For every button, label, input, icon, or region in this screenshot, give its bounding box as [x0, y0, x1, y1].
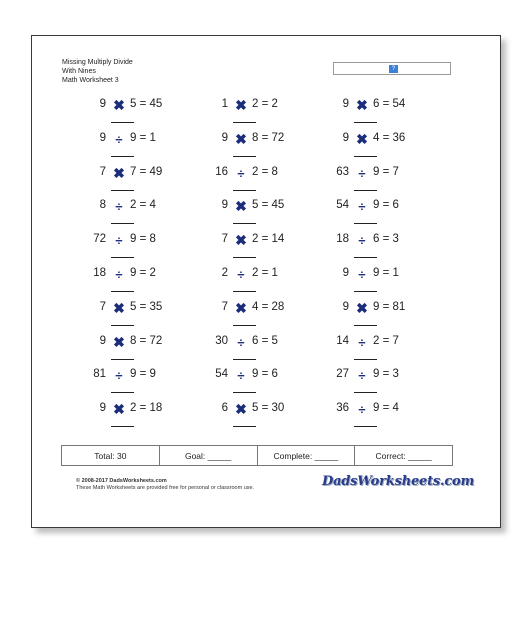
problem-equation	[176, 98, 306, 114]
divide-icon: ÷	[237, 368, 245, 384]
dadsworksheets-logo: DadsWorksheets.com	[322, 474, 475, 489]
divide-icon: ÷	[237, 334, 245, 350]
problem-operand: 9	[99, 98, 106, 110]
multiply-icon: ✖	[113, 401, 125, 418]
problem-result: 2 = 7	[373, 334, 399, 347]
score-table	[61, 445, 453, 466]
problem-item	[54, 368, 184, 402]
problem-item	[297, 335, 427, 369]
correct-cell: Correct: _____	[354, 446, 452, 465]
problem-item	[297, 402, 427, 436]
problem-operand: 9	[342, 131, 349, 144]
answer-blank[interactable]	[233, 426, 256, 427]
divide-icon: ÷	[358, 165, 366, 181]
multiply-icon: ✖	[235, 299, 247, 316]
problem-equation	[297, 368, 427, 384]
problem-operand: 27	[336, 368, 349, 381]
answer-blank[interactable]	[233, 190, 256, 191]
answer-blank[interactable]	[233, 325, 256, 326]
problem-operand: 2	[221, 267, 228, 279]
problem-equation	[176, 132, 306, 148]
problem-operand: 9	[221, 131, 228, 144]
divide-icon: ÷	[115, 131, 123, 147]
problem-item	[176, 98, 306, 132]
answer-blank[interactable]	[354, 392, 377, 393]
divide-icon: ÷	[358, 368, 366, 384]
answer-blank[interactable]	[233, 122, 256, 123]
problem-item	[297, 233, 427, 267]
problem-result: 9 = 6	[373, 199, 399, 212]
problem-operand: 16	[215, 165, 228, 178]
problem-equation	[297, 402, 427, 418]
usage-note: These Math Worksheets are provided free for personal or classroom use.	[76, 485, 255, 491]
answer-blank[interactable]	[233, 291, 256, 292]
problem-equation	[54, 267, 184, 283]
answer-blank[interactable]	[111, 223, 134, 224]
problem-result: 9 = 7	[373, 165, 399, 178]
problem-result: 2 = 8	[252, 165, 278, 178]
problem-result: 8 = 72	[130, 334, 163, 347]
total-cell: Total: 30	[94, 450, 127, 461]
divide-icon: ÷	[115, 368, 123, 384]
problem-result: 9 = 1	[130, 131, 156, 144]
answer-blank[interactable]	[354, 257, 377, 258]
answer-blank[interactable]	[233, 156, 256, 157]
problem-operand: 36	[336, 402, 349, 415]
answer-blank[interactable]	[233, 223, 256, 224]
problem-item	[297, 132, 427, 166]
multiply-icon: ✖	[113, 299, 125, 316]
worksheet-header	[62, 58, 133, 85]
answer-blank[interactable]	[111, 392, 134, 393]
problem-equation	[54, 166, 184, 182]
problem-operand: 1	[221, 98, 228, 110]
answer-blank[interactable]	[354, 156, 377, 157]
problem-item	[297, 368, 427, 402]
problem-equation	[54, 335, 184, 351]
divide-icon: ÷	[115, 233, 123, 249]
problem-operand: 9	[99, 131, 106, 144]
divide-icon: ÷	[358, 233, 366, 249]
problem-item	[54, 402, 184, 436]
problem-operand: 72	[93, 233, 106, 246]
problem-item	[176, 402, 306, 436]
problem-item	[297, 166, 427, 200]
problem-equation	[54, 233, 184, 249]
problem-result: 8 = 72	[252, 131, 285, 144]
problem-result: 5 = 45	[252, 199, 285, 212]
problem-operand: 18	[336, 233, 349, 246]
problem-item	[176, 267, 306, 301]
problem-item	[176, 132, 306, 166]
answer-blank[interactable]	[111, 190, 134, 191]
multiply-icon: ✖	[113, 333, 125, 350]
answer-blank[interactable]	[111, 325, 134, 326]
problem-result: 9 = 6	[252, 368, 278, 381]
divide-icon: ÷	[237, 267, 245, 282]
worksheet-number: Math Worksheet 3	[62, 77, 119, 84]
problem-equation	[54, 98, 184, 114]
problem-equation	[297, 233, 427, 249]
problem-equation	[176, 402, 306, 418]
problem-result: 9 = 3	[373, 368, 399, 381]
problem-operand: 30	[215, 334, 228, 347]
problem-item	[54, 335, 184, 369]
multiply-icon: ✖	[356, 97, 368, 113]
problem-equation	[297, 166, 427, 182]
problem-result: 2 = 4	[130, 199, 156, 212]
problem-operand: 9	[99, 334, 106, 347]
problem-result: 9 = 9	[130, 368, 156, 381]
problem-result: 9 = 8	[130, 233, 156, 246]
copyright-line: © 2008-2017 DadsWorksheets.com	[76, 478, 167, 484]
answer-blank[interactable]	[111, 122, 134, 123]
problem-item	[297, 98, 427, 132]
problem-item	[176, 199, 306, 233]
answer-blank[interactable]	[354, 426, 377, 427]
answer-blank[interactable]	[111, 156, 134, 157]
problem-equation	[54, 402, 184, 418]
divide-icon: ÷	[237, 165, 245, 181]
problem-equation	[176, 233, 306, 249]
multiply-icon: ✖	[235, 232, 247, 249]
problem-operand: 54	[215, 368, 228, 381]
divide-icon: ÷	[358, 267, 366, 282]
problem-item	[176, 301, 306, 335]
answer-blank[interactable]	[354, 223, 377, 224]
problem-result: 2 = 2	[252, 98, 278, 110]
problem-operand: 7	[99, 300, 106, 313]
problem-operand: 18	[93, 267, 106, 279]
answer-blank[interactable]	[354, 359, 377, 360]
multiply-icon: ✖	[113, 97, 125, 113]
divide-icon: ÷	[115, 199, 123, 215]
answer-blank[interactable]	[354, 291, 377, 292]
problem-result: 2 = 14	[252, 233, 285, 246]
problem-item	[54, 199, 184, 233]
answer-blank[interactable]	[111, 359, 134, 360]
problem-item	[297, 301, 427, 335]
multiply-icon: ✖	[113, 164, 125, 181]
problem-equation	[297, 335, 427, 351]
goal-cell: Goal: _____	[159, 446, 257, 465]
problem-operand: 54	[336, 199, 349, 212]
problem-equation	[297, 132, 427, 148]
problem-result: 4 = 36	[373, 131, 406, 144]
problem-operand: 9	[99, 402, 106, 415]
problem-operand: 7	[221, 233, 228, 246]
problem-result: 9 = 1	[373, 267, 399, 279]
problem-operand: 14	[336, 334, 349, 347]
qr-code-icon: ?	[389, 65, 398, 73]
problem-operand: 7	[99, 165, 106, 178]
divide-icon: ÷	[115, 267, 123, 282]
multiply-icon: ✖	[356, 130, 368, 147]
problem-operand: 8	[99, 199, 106, 212]
complete-cell: Complete: _____	[257, 446, 355, 465]
problem-equation	[54, 368, 184, 384]
problem-operand: 6	[221, 402, 228, 415]
problem-equation	[297, 199, 427, 215]
problem-item	[54, 132, 184, 166]
problem-result: 6 = 54	[373, 98, 406, 110]
copyright-notice	[76, 478, 254, 492]
problem-operand: 9	[342, 267, 349, 279]
problem-result: 5 = 30	[252, 402, 285, 415]
problem-equation	[176, 267, 306, 283]
problem-item	[176, 233, 306, 267]
problem-equation	[297, 98, 427, 114]
problem-item	[176, 368, 306, 402]
problem-operand: 9	[342, 98, 349, 110]
multiply-icon: ✖	[235, 130, 247, 147]
problem-item	[54, 301, 184, 335]
problem-item	[297, 199, 427, 233]
problem-operand: 9	[221, 199, 228, 212]
problem-result: 2 = 1	[252, 267, 278, 279]
worksheet-title: Missing Multiply Divide	[62, 59, 133, 66]
multiply-icon: ✖	[235, 198, 247, 215]
worksheet-page	[31, 35, 501, 528]
problem-equation	[176, 301, 306, 317]
problem-equation	[297, 301, 427, 317]
problem-equation	[54, 301, 184, 317]
problem-result: 4 = 28	[252, 300, 285, 313]
problem-item	[54, 98, 184, 132]
problem-result: 2 = 18	[130, 402, 163, 415]
answer-blank[interactable]	[233, 257, 256, 258]
problem-operand: 63	[336, 165, 349, 178]
multiply-icon: ✖	[235, 97, 247, 113]
problem-result: 9 = 81	[373, 300, 406, 313]
problem-item	[54, 267, 184, 301]
problem-result: 5 = 45	[130, 98, 163, 110]
problem-result: 6 = 3	[373, 233, 399, 246]
problem-equation	[54, 199, 184, 215]
problem-result: 9 = 4	[373, 402, 399, 415]
problem-equation	[176, 166, 306, 182]
problem-item	[176, 335, 306, 369]
answer-blank[interactable]	[233, 392, 256, 393]
multiply-icon: ✖	[235, 401, 247, 418]
answer-blank[interactable]	[354, 325, 377, 326]
problem-operand: 81	[93, 368, 106, 381]
problem-item	[54, 233, 184, 267]
problem-equation	[176, 368, 306, 384]
problem-result: 5 = 35	[130, 300, 163, 313]
divide-icon: ÷	[358, 199, 366, 215]
problem-equation	[54, 132, 184, 148]
problem-equation	[176, 335, 306, 351]
answer-blank[interactable]	[233, 359, 256, 360]
answer-blank[interactable]	[354, 122, 377, 123]
problem-item	[176, 166, 306, 200]
problem-operand: 9	[342, 300, 349, 313]
worksheet-subtitle: With Nines	[62, 68, 96, 75]
divide-icon: ÷	[358, 402, 366, 418]
problem-equation	[176, 199, 306, 215]
answer-blank[interactable]	[111, 291, 134, 292]
problem-item	[297, 267, 427, 301]
problem-operand: 7	[221, 300, 228, 313]
problem-result: 7 = 49	[130, 165, 163, 178]
problem-equation	[297, 267, 427, 283]
answer-blank[interactable]	[111, 426, 134, 427]
answer-blank[interactable]	[111, 257, 134, 258]
problem-item	[54, 166, 184, 200]
name-field[interactable]	[333, 62, 451, 75]
multiply-icon: ✖	[356, 299, 368, 316]
problem-result: 9 = 2	[130, 267, 156, 279]
problem-result: 6 = 5	[252, 334, 278, 347]
answer-blank[interactable]	[354, 190, 377, 191]
divide-icon: ÷	[358, 334, 366, 350]
